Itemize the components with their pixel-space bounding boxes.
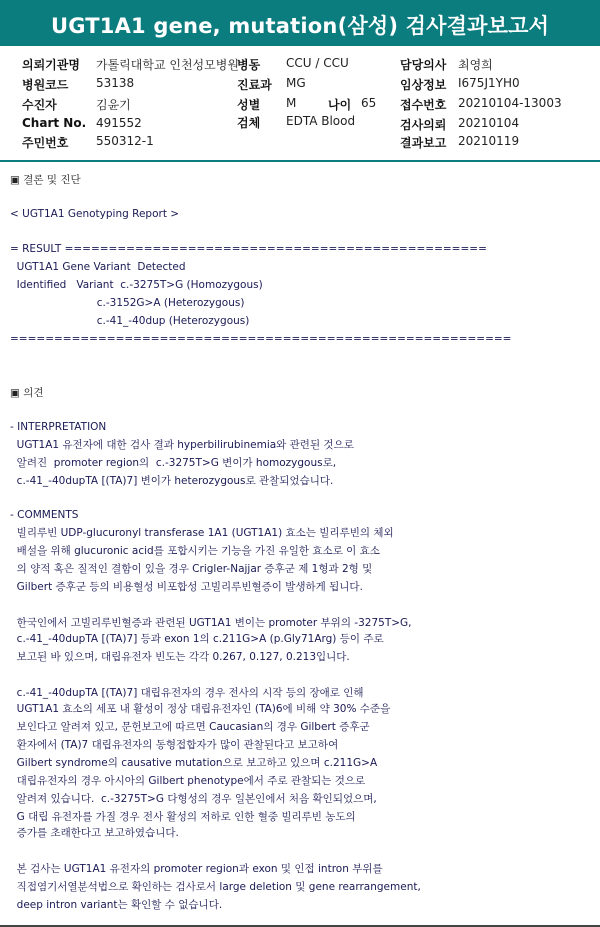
report-line: ========================================================= <box>10 333 512 345</box>
report-line: - COMMENTS <box>10 509 79 521</box>
sex-value: M <box>286 96 297 110</box>
report-title-bar <box>0 0 600 46</box>
report-line: 보인다고 알려져 있고, 문헌보고에 따르면 Caucasian의 경우 Gilbert 증후군 <box>10 721 370 733</box>
age-label: 나이 <box>328 98 352 112</box>
request-date-value: 20210104 <box>458 116 520 130</box>
report-line: Gilbert syndrome의 causative mutation으로 보고하고 있으며 c.211G>A <box>10 757 378 769</box>
dept-label: 진료과 <box>237 78 272 92</box>
report-line: ▣ 의견 <box>10 387 44 399</box>
report-line: 환자에서 (TA)7 대립유전자의 동형접합자가 많이 관찰된다고 보고하여 <box>10 739 339 751</box>
report-line: UGT1A1 효소의 세포 내 활성이 정상 대립유전자인 (TA)6에 비해 약 30% 수준을 <box>10 703 391 715</box>
report-line: 직접염기서열분석법으로 확인하는 검사로서 large deletion 및 gene rearrangement, <box>10 881 421 893</box>
report-line: c.-41_-40dupTA [(TA)7] 변이가 heterozygous로 관찰되었습니다. <box>10 475 334 487</box>
report-line: c.-3152G>A (Heterozygous) <box>10 297 245 309</box>
hospital-code-value: 53138 <box>96 76 135 90</box>
header-divider <box>0 160 600 162</box>
specimen-label: 검체 <box>237 116 261 130</box>
report-line: c.-41_-40dupTA [(TA)7] 대립유전자의 경우 전사의 시작 등의 장애로 인해 <box>10 687 364 699</box>
report-line: UGT1A1 Gene Variant Detected <box>10 261 186 273</box>
report-line: 본 검사는 UGT1A1 유전자의 promoter region과 exon 및 인접 intron 부위를 <box>10 863 383 875</box>
report-line: G 대립 유전자를 가질 경우 전사 활성의 저하로 인한 혈중 빌리루빈 농도의 <box>10 811 356 823</box>
patient-label: 수진자 <box>22 98 57 112</box>
report-line: Identified Variant c.-3275T>G (Homozygous) <box>10 279 263 291</box>
report-line: 의 양적 혹은 질적인 결함이 있을 경우 Crigler-Najjar 증후군 제 1형과 2형 및 <box>10 563 373 575</box>
patient-info-panel <box>0 48 600 156</box>
report-line: Gilbert 증후군 등의 비용혈성 비포합성 고빌리루빈혈증이 발생하게 됩니다. <box>10 581 363 593</box>
report-line: 증가를 초래한다고 보고하였습니다. <box>10 827 179 839</box>
report-date-value: 20210119 <box>458 134 520 148</box>
specimen-value: EDTA Blood <box>286 114 356 128</box>
report-line: = RESULT ================================================ <box>10 243 487 255</box>
report-date-label: 결과보고 <box>400 136 447 150</box>
rrn-value: 550312-1 <box>96 134 154 148</box>
report-title: UGT1A1 gene, mutation(삼성) 검사결과보고서 <box>50 14 550 38</box>
report-line: 한국인에서 고빌리루빈혈증과 관련된 UGT1A1 변이는 promoter 부위의 -3275T>G, <box>10 617 412 629</box>
report-line: UGT1A1 유전자에 대한 검사 결과 hyperbilirubinemia와 관련된 것으로 <box>10 439 354 451</box>
report-line: c.-41_-40dup (Heterozygous) <box>10 315 250 327</box>
chart-no-value: 491552 <box>96 116 142 130</box>
request-date-label: 검사의뢰 <box>400 118 447 132</box>
report-line: 배설을 위해 glucuronic acid를 포합시키는 기능을 가진 유일한 효소로 이 효소 <box>10 545 380 557</box>
chart-no-label: Chart No. <box>22 116 87 130</box>
doctor-label: 담당의사 <box>400 58 447 72</box>
report-line: ▣ 결론 및 진단 <box>10 174 81 186</box>
doctor-value: 최영희 <box>458 58 493 72</box>
report-line: 대립유전자의 경우 아시아의 Gilbert phenotype에서 주로 관찰되는 것으로 <box>10 775 366 787</box>
clinical-info-label: 임상정보 <box>400 78 447 92</box>
ward-label: 병동 <box>237 58 261 72</box>
institution-label: 의뢰기관명 <box>22 58 80 72</box>
ward-value: CCU / CCU <box>286 56 349 70</box>
report-line: c.-41_-40dupTA [(TA)7] 등과 exon 1의 c.211G>A (p.Gly71Arg) 등이 주로 <box>10 633 384 645</box>
institution-value: 가톨릭대학교 인천성모병원 <box>96 58 239 72</box>
report-line: < UGT1A1 Genotyping Report > <box>10 208 180 220</box>
patient-value: 김윤기 <box>96 98 131 112</box>
receipt-no-label: 접수번호 <box>400 98 447 112</box>
rrn-label: 주민번호 <box>22 136 69 150</box>
sex-label: 성별 <box>237 98 261 112</box>
report-line: 알려진 promoter region의 c.-3275T>G 변이가 homozygous로, <box>10 457 337 469</box>
age-value: 65 <box>361 96 377 110</box>
report-line: 빌리루빈 UDP-glucuronyl transferase 1A1 (UGT1A1) 효소는 빌리루빈의 체외 <box>10 527 394 539</box>
dept-value: MG <box>286 76 306 90</box>
hospital-code-label: 병원코드 <box>22 78 69 92</box>
report-line: 보고된 바 있으며, 대립유전자 빈도는 각각 0.267, 0.127, 0.213입니다. <box>10 651 350 663</box>
clinical-info-value: I675J1YH0 <box>458 76 520 90</box>
report-line: deep intron variant는 확인할 수 없습니다. <box>10 899 223 911</box>
report-line: - INTERPRETATION <box>10 421 107 433</box>
receipt-no-value: 20210104-13003 <box>458 96 562 110</box>
report-line: 알려져 있습니다. c.-3275T>G 다형성의 경우 일본인에서 처음 확인되었으며, <box>10 793 377 805</box>
